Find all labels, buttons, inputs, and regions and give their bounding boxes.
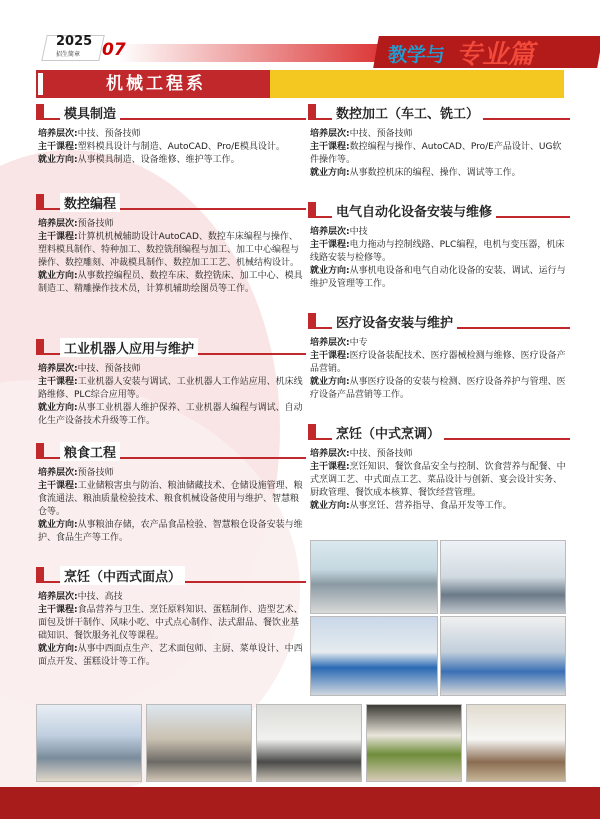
section-electrical-automation [308,202,570,291]
employment-row: 就业方向:从事医疗设备的安装与检测、医疗设备养护与管理、医疗设备产品营销等工作。 [310,377,566,400]
level-row: 培养层次:预备技师 [38,219,114,229]
section-title: 模具制造 [60,103,120,122]
section-pastry-cooking [36,567,306,669]
courses-row: 主干课程:电力拖动与控制线路、PLC编程，电机与变压器，机床线路安装与检修等。 [310,240,565,263]
level-row: 培养层次:中技、预备技师 [310,449,413,459]
employment-row: 就业方向:从事数控编程员、数控车床、数控铣床、加工中心、模具制造工、精雕操作技术员，计算机辅助绘图员等工作。 [38,271,303,294]
section-title: 烹饪（中式烹调） [332,423,444,442]
section-header [308,202,570,220]
header-title-majors: 专业篇 [456,40,535,70]
employment-row: 就业方向:从事粮油存储，农产品食品检验、智慧粮仓设备安装与维护、食品生产等工作。 [38,520,303,543]
lab-photo [310,616,438,696]
level-row: 培养层次:中技、预备技师 [38,129,141,139]
year-label: 2025 [56,34,93,49]
section-title: 烹饪（中西式面点） [60,566,185,585]
section-header [36,104,306,122]
courses-row: 主干课程:数控编程与操作、AutoCAD、Pro/E产品设计、UG软件操作等。 [310,142,562,165]
level-row: 培养层次:预备技师 [38,468,114,478]
courses-row: 主干课程:医疗设备装配技术、医疗器械检测与维修、医疗设备产品营销。 [310,351,566,374]
page-number: 07 [102,40,126,60]
training-room-photo [440,616,566,696]
section-cnc-programming [36,194,306,296]
courses-row: 主干课程:塑料模具设计与制造、AutoCAD、Pro/E模具设计。 [38,142,285,152]
equipment-photo [440,540,566,614]
courses-row: 主干课程:烹饪知识、餐饮食品安全与控制、饮食营养与配餐、中式烹调工艺、中式面点工艺、菜品设计与创新、宴会设计实务、厨政管理、餐饮成本核算、餐饮经营管理。 [310,462,566,498]
level-row: 培养层次:中技、预备技师 [310,129,413,139]
courses-row: 主干课程:工业储粮害虫与防治、粮油储藏技术、仓储设施管理、粮食流通法、粮油质量检验技术、粮食机械设备使用与维护、智慧粮仓等。 [38,481,303,517]
section-mold-manufacturing [36,104,306,167]
employment-row: 就业方向:从事工业机器人维护保养、工业机器人编程与调试、自动化生产设备技术升级等工作。 [38,403,303,426]
workshop-hall-photo [36,704,142,782]
level-row: 培养层次:中技、高技 [38,592,123,602]
section-header [36,567,306,585]
level-row: 培养层次:中专 [310,338,368,348]
cooking-class-photo [366,704,462,782]
section-cnc-machining [308,104,570,180]
courses-row: 主干课程:计算机机械辅助设计AutoCAD、数控车床编程与操作、塑料模具制作、特种加工、数控铣削编程与加工、加工中心编程与操作、数控雕刻、冲裁模具制作、数控加工工艺、机械结构设计。 [38,232,300,268]
chefs-photo [466,704,566,782]
guide-label: 招生简章 [56,51,81,58]
section-industrial-robot [36,339,306,428]
section-title: 工业机器人应用与维护 [60,338,198,357]
level-row: 培养层次:中技、预备技师 [38,364,141,374]
footer-band [0,787,600,819]
section-header [308,104,570,122]
section-title: 电气自动化设备安装与维修 [332,201,496,220]
section-medical-equipment [308,313,570,402]
section-title: 数控加工（车工、铣工） [332,103,483,122]
header-title-teaching: 教学与 [388,44,446,66]
employment-row: 就业方向:从事烹饪、营养指导、食品开发等工作。 [310,501,512,511]
section-grain-engineering [36,443,306,545]
employment-row: 就业方向:从事数控机床的编程、操作、调试等工作。 [310,168,521,178]
employment-row: 就业方向:从事模具制造、设备维修、维护等工作。 [38,155,240,165]
section-title: 数控编程 [60,193,120,212]
section-header [36,194,306,212]
employment-row: 就业方向:从事机电设备和电气自动化设备的安装、调试、运行与维护及管理等工作。 [310,266,566,289]
students-lab-photo [256,704,362,782]
header-red-band [118,44,408,62]
section-title: 粮食工程 [60,442,120,461]
department-accent [38,73,43,95]
courses-row: 主干课程:工业机器人安装与调试、工业机器人工作站应用、机床线路维修、PLC综合应用等。 [38,377,303,400]
workshop-photo [310,540,438,614]
employment-row: 就业方向:从事中西面点生产、艺术面包师、主厨、菜单设计、中西面点开发、蛋糕设计等工作。 [38,644,303,667]
department-title: 机械工程系 [36,70,270,98]
courses-row: 主干课程:食品营养与卫生、烹饪原料知识、蛋糕制作、造型艺术、面包及饼干制作、风味小吃、中式点心制作、法式甜品、餐饮业基础知识、餐饮服务礼仪等课程。 [38,605,303,641]
section-header [36,339,306,357]
level-row: 培养层次:中技 [310,227,368,237]
section-title: 医疗设备安装与维护 [332,312,457,331]
grain-facility-photo [146,704,252,782]
section-chinese-cooking [308,424,570,513]
section-header [308,424,570,442]
section-header [36,443,306,461]
section-header [308,313,570,331]
